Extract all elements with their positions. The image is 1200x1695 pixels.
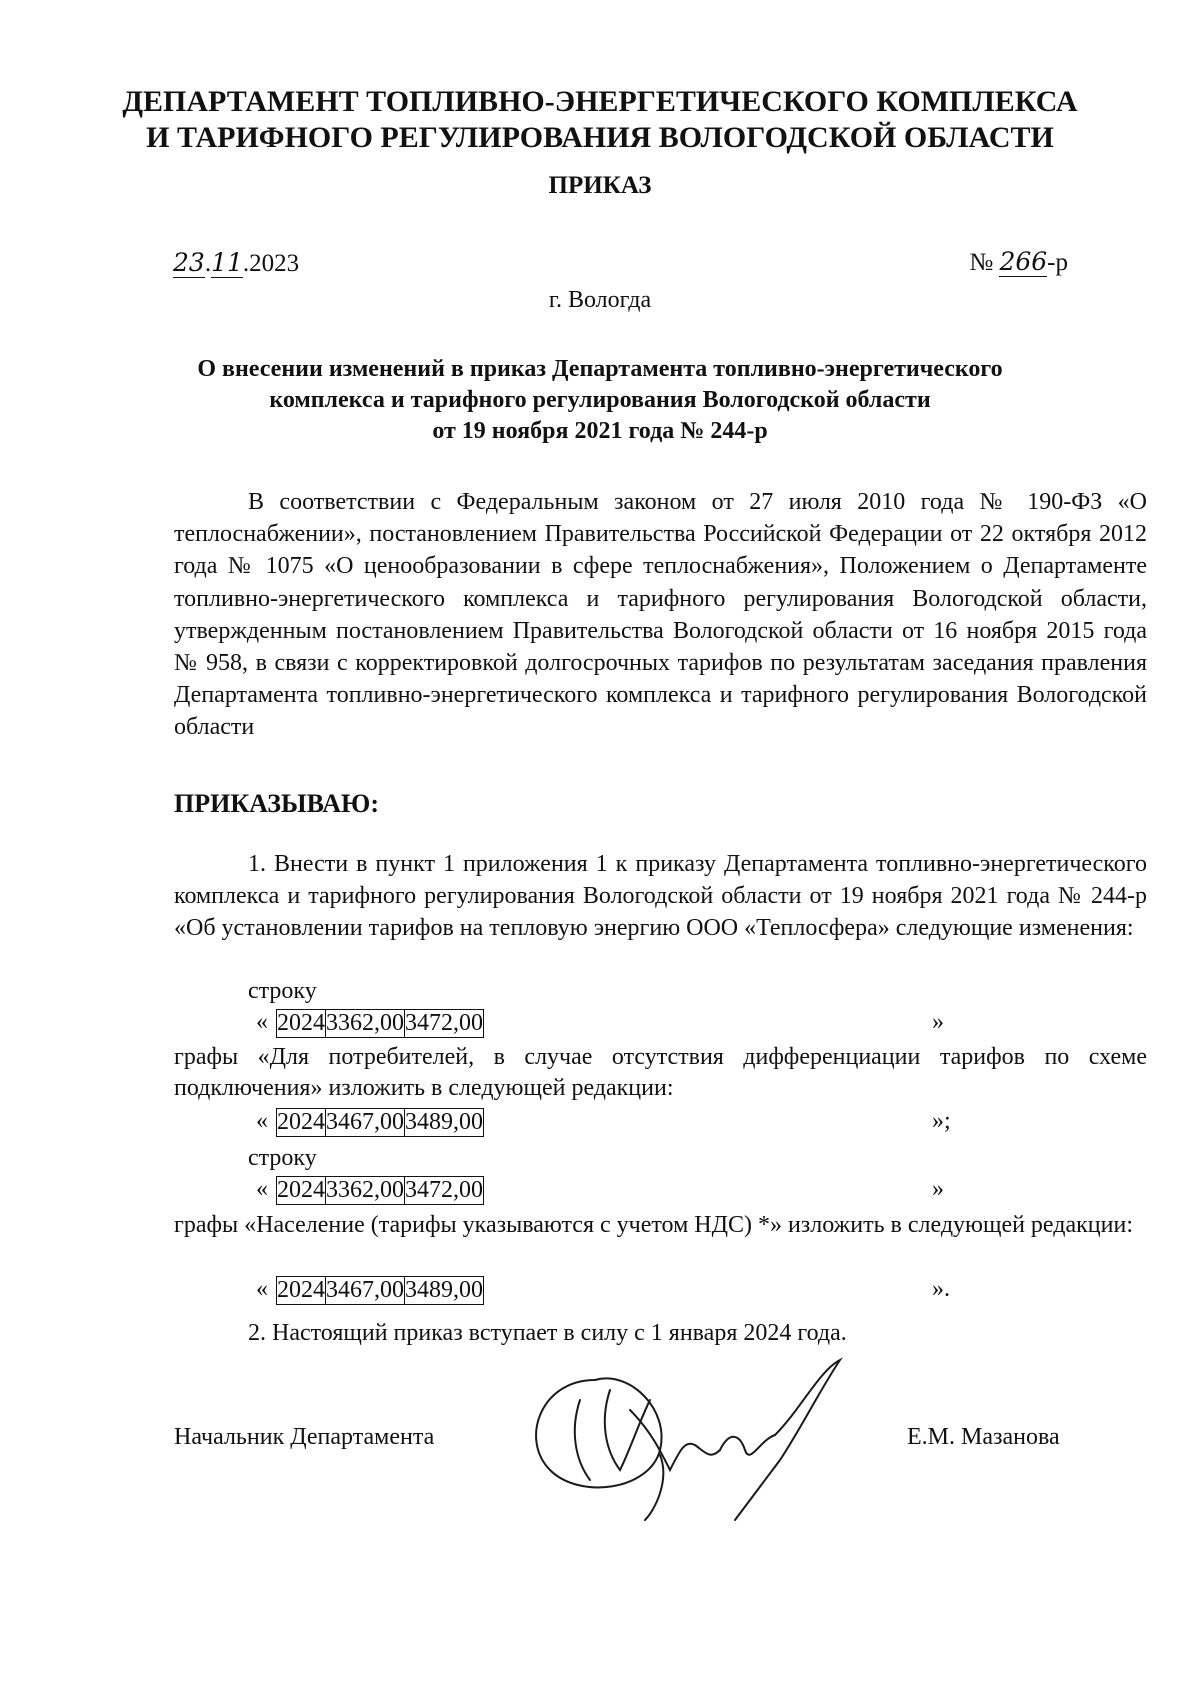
document-subject [120, 354, 1080, 447]
label-stroku-2: строку [248, 1145, 317, 1171]
close-quote: » [932, 1009, 944, 1035]
cell-value-2: 3472,00 [405, 1177, 483, 1203]
number-prefix: № [969, 249, 1000, 276]
preamble-paragraph: В соответствии с Федеральным законом от 27 июля 2010 года № 190-ФЗ «О теплоснабжении», постановлением Правительства Российской Федерации от 22 октября 2012 года № 1075 «О ценообразовании в сфере теплоснабжения», Положением о Департаменте топливно-энергетического комплекса и тарифного регулирования Вологодской области, утвержденным постановлением Правительства Вологодской области от 16 ноября 2015 года № 958, в связи с корректировкой долгосрочных тарифов по результатам заседания правления Департамента топливно-энергетического комплекса и тарифного регулирования Вологодской области [174, 489, 1147, 741]
point-2: 2. Настоящий приказ вступает в силу с 1 января 2024 года. [248, 1320, 847, 1346]
cell-year: 2024 [277, 1177, 325, 1203]
department-name [0, 84, 1200, 156]
open-quote: « [256, 1009, 268, 1035]
cell-value-2: 3472,00 [405, 1010, 483, 1036]
department-name-line1: ДЕПАРТАМЕНТ ТОПЛИВНО-ЭНЕРГЕТИЧЕСКОГО КОМПЛЕКСА [122, 85, 1078, 118]
cell-year: 2024 [277, 1010, 325, 1036]
graf-consumers: графы «Для потребителей, в случае отсутствия дифференциации тарифов по схеме подключения» изложить в следующей редакции: [174, 1044, 1147, 1101]
subject-line3: от 19 ноября 2021 года № 244-р [432, 418, 768, 444]
cell-empty [484, 1277, 485, 1305]
open-quote: « [256, 1108, 268, 1134]
number-value: 266 [999, 247, 1048, 276]
subject-line1: О внесении изменений в приказ Департамента топливно-энергетического [197, 356, 1003, 382]
subject-line2: комплекса и тарифного регулирования Вологодской области [269, 387, 931, 413]
cell-empty [484, 1010, 485, 1038]
close-quote: »; [932, 1108, 951, 1134]
city: г. Вологда [548, 287, 652, 313]
date-year: .2023 [242, 250, 300, 277]
cell-value-1: 3467,00 [326, 1277, 404, 1303]
document-date [173, 248, 299, 278]
cell-value-2: 3489,00 [405, 1277, 483, 1303]
open-quote: « [256, 1276, 268, 1302]
cell-value-1: 3467,00 [326, 1109, 404, 1135]
tariff-table [276, 1176, 484, 1205]
date-month: 11 [211, 248, 243, 277]
signature-image [510, 1340, 870, 1530]
point-1: 1. Внести в пункт 1 приложения 1 к приказу Департамента топливно-энергетического комплекса и тарифного регулирования Вологодской области от 19 ноября 2021 года № 244-р «Об установлении тарифов на тепловую энергию ООО «Теплосфера» следующие изменения: [174, 851, 1147, 942]
department-name-line2: И ТАРИФНОГО РЕГУЛИРОВАНИЯ ВОЛОГОДСКОЙ ОБЛАСТИ [146, 121, 1054, 154]
tariff-table [276, 1108, 484, 1137]
cell-value-2: 3489,00 [405, 1109, 483, 1135]
cell-empty [484, 1177, 485, 1205]
cell-value-1: 3362,00 [326, 1177, 404, 1203]
tariff-table [276, 1276, 484, 1305]
date-sep: . [204, 250, 212, 277]
close-quote: » [932, 1176, 944, 1202]
label-stroku-1: строку [248, 978, 317, 1004]
order-word: ПРИКАЗЫВАЮ: [174, 789, 379, 818]
signatory-name: Е.М. Мазанова [907, 1424, 1060, 1450]
document-number [969, 247, 1068, 277]
tariff-table [276, 1009, 484, 1038]
number-suffix: -р [1047, 249, 1068, 276]
close-quote: ». [932, 1276, 950, 1302]
open-quote: « [256, 1176, 268, 1202]
date-day: 23 [173, 248, 205, 277]
cell-value-1: 3362,00 [326, 1010, 404, 1036]
document-type: ПРИКАЗ [548, 172, 652, 199]
cell-year: 2024 [277, 1109, 325, 1135]
cell-year: 2024 [277, 1277, 325, 1303]
graf-population: графы «Население (тарифы указываются с учетом НДС) *» изложить в следующей редакции: [174, 1212, 1133, 1238]
signatory-position: Начальник Департамента [174, 1424, 435, 1450]
cell-empty [484, 1109, 485, 1137]
